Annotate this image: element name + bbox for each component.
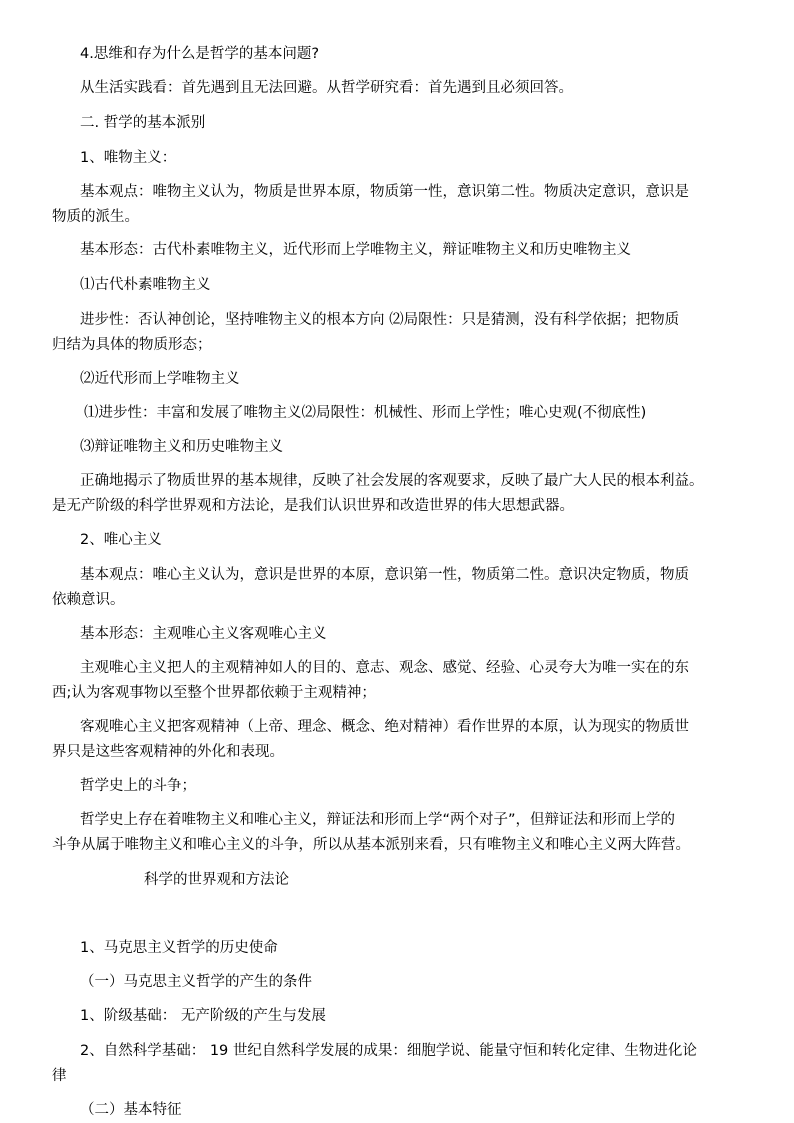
subheading: 哲学史上的斗争； xyxy=(80,778,196,794)
paragraph-line: 基本观点：唯物主义认为，物质是世界本原，物质第一性，意识第二性。物质决定意识，意识是 xyxy=(80,184,689,200)
paragraph-line: 基本观点：唯心主义认为，意识是世界的本原，意识第一性，物质第二性。意识决定物质，物质 xyxy=(80,567,689,583)
subheading: （一）马克思主义哲学的产生的条件 xyxy=(80,974,312,990)
subheading: 1、马克思主义哲学的历史使命 xyxy=(80,940,278,956)
subheading: ⑵近代形而上学唯物主义 xyxy=(80,371,240,387)
q4-answer: 从生活实践看：首先遇到且无法回避。从哲学研究看：首先遇到且必须回答。 xyxy=(80,80,573,96)
paragraph-line: 西;认为客观事物以至整个世界都依赖于主观精神； xyxy=(52,685,376,701)
paragraph-line: 2、自然科学基础： 19 世纪自然科学发展的成果：细胞学说、能量守恒和转化定律、生物进化论 xyxy=(80,1043,697,1059)
paragraph-line: 哲学史上存在着唯物主义和唯心主义，辩证法和形而上学“两个对子”，但辩证法和形而上学的 xyxy=(80,812,676,828)
paragraph-line: 界只是这些客观精神的外化和表现。 xyxy=(52,744,284,760)
section-heading: 二. 哲学的基本派别 xyxy=(80,115,206,131)
subheading: （二）基本特征 xyxy=(80,1102,182,1118)
paragraph-line: 律 xyxy=(52,1068,67,1084)
paragraph-line: 主观唯心主义把人的主观精神如人的目的、意志、观念、感觉、经验、心灵夸大为唯一实在的东 xyxy=(80,660,689,676)
paragraph-line: 是无产阶级的科学世界观和方法论，是我们认识世界和改造世界的伟大思想武器。 xyxy=(52,498,574,514)
paragraph-line: 1、阶级基础： 无产阶级的产生与发展 xyxy=(80,1008,326,1024)
paragraph-line: 正确地揭示了物质世界的基本规律，反映了社会发展的客观要求，反映了最广大人民的根本利益。 xyxy=(80,473,704,489)
section-heading: 科学的世界观和方法论 xyxy=(144,872,289,888)
subheading: ⑴古代朴素唯物主义 xyxy=(80,277,211,293)
paragraph-line: 进步性：否认神创论，坚持唯物主义的根本方向 ⑵局限性：只是猜测，没有科学依据；把物质 xyxy=(80,312,680,328)
idealism-heading: 2、唯心主义 xyxy=(80,532,162,548)
paragraph-line: 斗争从属于唯物主义和唯心主义的斗争，所以从基本派别来看，只有唯物主义和唯心主义两大阵营。 xyxy=(52,837,690,853)
paragraph-line: 基本形态：主观唯心主义客观唯心主义 xyxy=(80,626,327,642)
paragraph-line: 客观唯心主义把客观精神（上帝、理念、概念、绝对精神）看作世界的本原，认为现实的物质世 xyxy=(80,719,689,735)
paragraph-line: 依赖意识。 xyxy=(52,592,125,608)
paragraph-line: 归结为具体的物质形态； xyxy=(52,337,212,353)
q4-heading: 4.思维和存为什么是哲学的基本问题? xyxy=(80,46,320,62)
subheading: ⑶辩证唯物主义和历史唯物主义 xyxy=(80,439,283,455)
paragraph-line: ⑴进步性：丰富和发展了唯物主义⑵局限性：机械性、形而上学性；唯心史观(不彻底性) xyxy=(84,405,647,421)
paragraph-line: 基本形态：古代朴素唯物主义，近代形而上学唯物主义，辩证唯物主义和历史唯物主义 xyxy=(80,242,631,258)
paragraph-line: 物质的派生。 xyxy=(52,209,139,225)
materialism-heading: 1、唯物主义： xyxy=(80,150,177,166)
